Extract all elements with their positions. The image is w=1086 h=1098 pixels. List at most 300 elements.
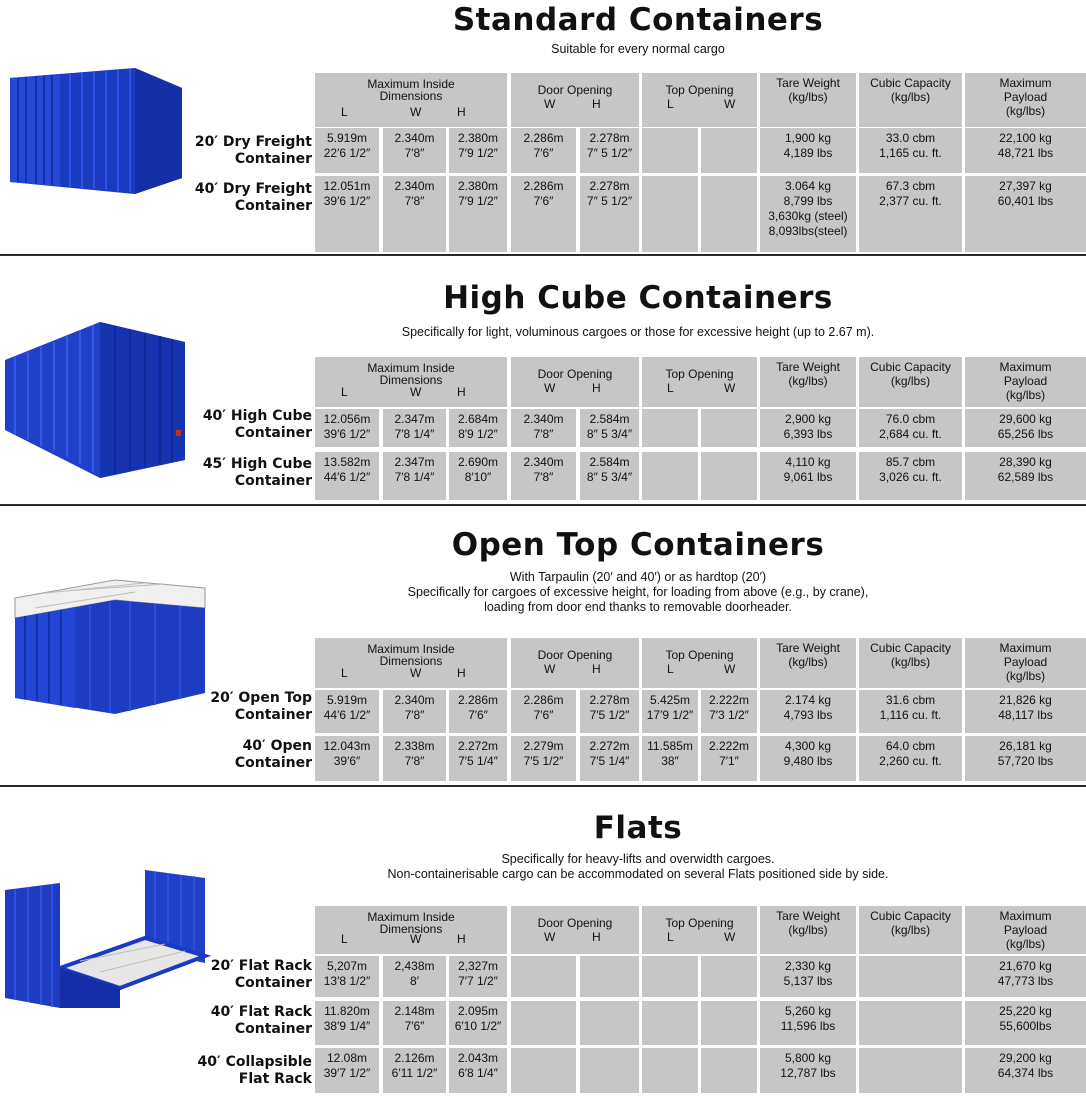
cell-value: 2.279m: [523, 739, 564, 753]
header-cell: [642, 73, 757, 127]
header-cell: [859, 73, 962, 127]
cell-value: 2.286m: [523, 693, 564, 707]
header-cubic-line: (kg/lbs): [890, 374, 931, 388]
table-cell: [315, 176, 379, 252]
cell-value: 8″ 5 3/4″: [586, 470, 633, 484]
table-cell: [580, 409, 639, 447]
table-cell: [859, 176, 962, 252]
header-door-letter: H: [592, 381, 601, 395]
cell-value: 60,401 lbs: [997, 194, 1054, 208]
cell-value: 2.584m: [589, 455, 630, 469]
header-door-letter: W: [544, 97, 556, 111]
table-cell: [580, 452, 639, 500]
header-cell: [315, 357, 507, 407]
table-cell: [760, 176, 856, 252]
table-cell: [511, 452, 576, 500]
cell-value: 11,596 lbs: [780, 1019, 836, 1033]
cell-value: 9,480 lbs: [783, 754, 833, 768]
table-cell: [580, 736, 639, 781]
cell-value: 1,165 cu. ft.: [879, 146, 942, 160]
cell-value: 2,327m: [457, 959, 499, 973]
table-cell: [449, 409, 507, 447]
cell-value: 25,220 kg: [999, 1004, 1052, 1018]
table-cell: [580, 128, 639, 173]
cell-value: 48,117 lbs: [998, 708, 1053, 722]
row-label-line: Container: [234, 1021, 312, 1037]
header-cell: [642, 638, 757, 688]
cell-value: 2.340m: [523, 455, 564, 469]
cell-value: 27,397 kg: [999, 179, 1052, 193]
cell-value: 6′8 1/4″: [458, 1066, 498, 1080]
table-cell: [859, 1001, 962, 1045]
header-cubic-line: (kg/lbs): [890, 90, 931, 104]
cell-value: 2.278m: [589, 693, 630, 707]
table-cell: [642, 956, 698, 997]
section-divider: [0, 785, 1086, 787]
table-cell: [383, 690, 446, 733]
cell-value: 39′6″: [333, 754, 361, 768]
cell-value: 7″ 5 1/2″: [586, 194, 633, 208]
flat-rack-container-image: [0, 868, 215, 1018]
section-subtitle: Specifically for light, voluminous cargoes or those for excessive height (up to 2.67 m).: [401, 325, 875, 339]
row-label: [180, 738, 312, 772]
row-label-line: Container: [234, 755, 312, 771]
cell-value: 7′8″: [533, 470, 554, 484]
dry-freight-container-image: [0, 66, 190, 196]
header-dims-title: Maximum Inside: [367, 361, 455, 375]
cell-value: 39′6 1/2″: [323, 427, 371, 441]
header-top-letter: L: [667, 662, 674, 676]
row-label: [180, 181, 312, 215]
header-door-letter: W: [544, 662, 556, 676]
table-cell: [449, 128, 507, 173]
cell-value: 7′6″: [468, 708, 488, 722]
header-payload-line: Payload: [1003, 923, 1048, 937]
row-label-line: Container: [234, 151, 312, 167]
cell-value: 2.222m: [708, 693, 750, 707]
cell-value: 12.043m: [323, 739, 371, 753]
table-cell: [760, 452, 856, 500]
table-cell: [701, 736, 757, 781]
section-title: Flats: [593, 810, 683, 846]
cell-value: 33.0 cbm: [885, 131, 936, 145]
cell-value: 7′8″: [533, 427, 554, 441]
header-dims-title: Dimensions: [379, 922, 443, 936]
cell-value: 2.380m: [457, 131, 499, 145]
cell-value: 7′6″: [404, 1019, 425, 1033]
row-label: [180, 1004, 312, 1038]
table-cell: [580, 1001, 639, 1045]
cell-value: 21,670 kg: [999, 959, 1052, 973]
cell-value: 29,600 kg: [999, 412, 1052, 426]
header-cell: [760, 73, 856, 127]
cell-value: 55,600lbs: [999, 1019, 1052, 1033]
table-cell: [965, 128, 1086, 173]
table-cell: [449, 736, 507, 781]
header-tare-line: (kg/lbs): [788, 655, 828, 669]
header-tare-line: (kg/lbs): [788, 90, 828, 104]
header-dims-letter: H: [457, 666, 466, 680]
header-cubic-line: Cubic Capacity: [870, 76, 951, 90]
table-cell: [701, 176, 757, 252]
table-cell: [701, 409, 757, 447]
table-cell: [642, 128, 698, 173]
header-payload-line: Payload: [1003, 90, 1048, 104]
header-door-letter: H: [592, 930, 601, 944]
row-label: [180, 958, 312, 992]
table-cell: [383, 409, 446, 447]
table-cell: [383, 176, 446, 252]
section-subtitle: Non-containerisable cargo can be accommodated on several Flats positioned side by side.: [387, 867, 889, 881]
cell-value: 2.286m: [523, 179, 564, 193]
header-cell: [315, 638, 507, 688]
cell-value: 2.380m: [457, 179, 499, 193]
header-door-letter: H: [592, 97, 601, 111]
cell-value: 3,026 cu. ft.: [879, 470, 942, 484]
table-cell: [965, 176, 1086, 252]
table-cell: [965, 956, 1086, 997]
table-cell: [449, 690, 507, 733]
table-cell: [701, 690, 757, 733]
cell-value: 2.174 kg: [784, 693, 832, 707]
cell-value: 44′6 1/2″: [323, 708, 371, 722]
table-cell: [315, 1048, 379, 1093]
cell-value: 62,589 lbs: [997, 470, 1054, 484]
header-payload-line: Payload: [1003, 655, 1048, 669]
cell-value: 47,773 lbs: [997, 974, 1054, 988]
header-cell: [965, 357, 1086, 407]
cell-value: 7′8″: [404, 146, 425, 160]
table-cell: [760, 128, 856, 173]
cell-value: 2,377 cu. ft.: [879, 194, 942, 208]
header-cell: [859, 906, 962, 954]
header-top-title: Top Opening: [665, 916, 734, 930]
cell-value: 5,800 kg: [784, 1051, 832, 1065]
cell-value: 7′5 1/4″: [458, 754, 498, 768]
header-dims-letter: H: [457, 385, 466, 399]
cell-value: 5.919m: [326, 131, 368, 145]
table-cell: [511, 690, 576, 733]
cell-value: 8′9 1/2″: [458, 427, 498, 441]
header-tare-line: Tare Weight: [776, 909, 840, 923]
table-cell: [511, 1048, 576, 1093]
header-tare-line: (kg/lbs): [788, 374, 828, 388]
cell-value: 7′9 1/2″: [458, 194, 498, 208]
cell-value: 85.7 cbm: [885, 455, 936, 469]
table-cell: [511, 1001, 576, 1045]
header-cell: [511, 357, 639, 407]
cell-value: 7′6″: [533, 708, 554, 722]
table-cell: [383, 736, 446, 781]
cell-value: 1,116 cu. ft.: [879, 708, 942, 722]
cell-value: 7′8″: [404, 194, 425, 208]
table-cell: [449, 1048, 507, 1093]
cell-value: 2.148m: [394, 1004, 435, 1018]
section-subtitle: Specifically for cargoes of excessive height, for loading from above (e.g., by crane),: [407, 585, 869, 599]
table-cell: [965, 1048, 1086, 1093]
header-top-letter: L: [667, 97, 674, 111]
cell-value: 2.347m: [394, 455, 435, 469]
table-cell: [383, 1048, 446, 1093]
table-cell: [701, 128, 757, 173]
cell-value: 38″: [661, 754, 679, 768]
cell-value: 4,300 kg: [784, 739, 832, 753]
table-cell: [642, 409, 698, 447]
cell-value: 8,093lbs(steel): [768, 224, 848, 238]
section-subtitle: Specifically for heavy-lifts and overwidth cargoes.: [501, 852, 775, 866]
table-cell: [701, 1001, 757, 1045]
cell-value: 6′11 1/2″: [391, 1066, 438, 1080]
table-cell: [383, 128, 446, 173]
cell-value: 39′7 1/2″: [323, 1066, 371, 1080]
cell-value: 2.043m: [457, 1051, 499, 1065]
table-cell: [642, 690, 698, 733]
row-label-line: 20′ Flat Rack: [210, 958, 312, 974]
section-subtitle: Suitable for every normal cargo: [551, 42, 725, 56]
cell-value: 2.347m: [394, 412, 435, 426]
cell-value: 11.585m: [647, 739, 693, 753]
header-dims-letter: H: [457, 932, 466, 946]
cell-value: 7′8″: [404, 754, 425, 768]
cell-value: 57,720 lbs: [997, 754, 1054, 768]
table-cell: [580, 956, 639, 997]
header-dims-title: Maximum Inside: [367, 642, 455, 656]
cell-value: 2.095m: [457, 1004, 499, 1018]
cell-value: 4,189 lbs: [783, 146, 833, 160]
header-dims-title: Maximum Inside: [367, 77, 455, 91]
table-cell: [760, 1001, 856, 1045]
cell-value: 2.222m: [708, 739, 750, 753]
table-cell: [859, 690, 962, 733]
table-cell: [511, 176, 576, 252]
row-label-line: Container: [234, 975, 312, 991]
header-dims-title: Maximum Inside: [367, 910, 455, 924]
cell-value: 2.126m: [394, 1051, 435, 1065]
cell-value: 7′7 1/2″: [458, 974, 498, 988]
cell-value: 13.582m: [323, 455, 371, 469]
header-door-title: Door Opening: [537, 83, 613, 97]
cell-value: 4,793 lbs: [783, 708, 833, 722]
cell-value: 3,630kg (steel): [768, 209, 848, 223]
header-dims-letter: W: [410, 666, 422, 680]
cell-value: 5,137 lbs: [783, 974, 833, 988]
header-cell: [315, 73, 507, 127]
section-title: Standard Containers: [452, 2, 824, 38]
row-label-line: 20′ Open Top: [210, 690, 312, 706]
cell-value: 12.08m: [326, 1051, 368, 1065]
cell-value: 7′8 1/4″: [394, 427, 435, 441]
table-cell: [965, 452, 1086, 500]
header-cell: [859, 357, 962, 407]
cell-value: 12.056m: [323, 412, 371, 426]
header-dims-letter: W: [410, 105, 422, 119]
cell-value: 26,181 kg: [999, 739, 1052, 753]
cell-value: 7′3 1/2″: [709, 708, 749, 722]
header-dims-letter: W: [410, 932, 422, 946]
cell-value: 7′8 1/4″: [394, 470, 435, 484]
table-cell: [859, 128, 962, 173]
header-cubic-line: (kg/lbs): [890, 923, 931, 937]
header-payload-line: Maximum: [999, 360, 1052, 374]
table-cell: [315, 452, 379, 500]
cell-value: 2.286m: [457, 693, 499, 707]
cell-value: 2.272m: [589, 739, 630, 753]
header-cell: [315, 906, 507, 954]
header-payload-line: (kg/lbs): [1005, 937, 1046, 951]
header-cell: [760, 638, 856, 688]
header-tare-line: (kg/lbs): [788, 923, 828, 937]
table-cell: [859, 956, 962, 997]
cell-value: 7′6″: [533, 146, 554, 160]
row-label-line: Container: [234, 473, 312, 489]
cell-value: 7′9 1/2″: [458, 146, 498, 160]
header-door-title: Door Opening: [537, 648, 613, 662]
header-payload-line: (kg/lbs): [1005, 669, 1046, 683]
table-cell: [315, 1001, 379, 1045]
cell-value: 64.0 cbm: [885, 739, 936, 753]
table-cell: [511, 128, 576, 173]
header-top-title: Top Opening: [665, 648, 734, 662]
header-door-title: Door Opening: [537, 367, 613, 381]
cell-value: 2,438m: [394, 959, 435, 973]
header-tare-line: Tare Weight: [776, 76, 840, 90]
cell-value: 4,110 kg: [785, 455, 831, 469]
header-dims-letter: L: [341, 385, 348, 399]
table-cell: [859, 409, 962, 447]
table-cell: [580, 176, 639, 252]
cell-value: 64,374 lbs: [997, 1066, 1054, 1080]
header-top-letter: W: [724, 381, 736, 395]
cell-value: 7′6″: [533, 194, 554, 208]
header-dims-title: Dimensions: [379, 654, 443, 668]
cell-value: 21,826 kg: [999, 693, 1052, 707]
header-top-letter: W: [724, 662, 736, 676]
header-top-letter: L: [667, 930, 674, 944]
table-cell: [315, 409, 379, 447]
section-divider: [0, 254, 1086, 256]
header-door-letter: H: [592, 662, 601, 676]
cell-value: 6,393 lbs: [783, 427, 833, 441]
header-cell: [511, 73, 639, 127]
table-cell: [642, 1048, 698, 1093]
cell-value: 5,207m: [326, 959, 368, 973]
table-cell: [760, 956, 856, 997]
header-top-title: Top Opening: [665, 367, 734, 381]
section-title: Open Top Containers: [451, 527, 825, 563]
cell-value: 38′9 1/4″: [323, 1019, 371, 1033]
cell-value: 5.919m: [326, 693, 368, 707]
header-top-title: Top Opening: [665, 83, 734, 97]
cell-value: 44′6 1/2″: [323, 470, 371, 484]
table-cell: [965, 409, 1086, 447]
cell-value: 2.272m: [457, 739, 499, 753]
header-top-letter: L: [667, 381, 674, 395]
cell-value: 22,100 kg: [999, 131, 1052, 145]
cell-value: 76.0 cbm: [885, 412, 936, 426]
cell-value: 2.340m: [394, 131, 435, 145]
cell-value: 12.051m: [323, 179, 371, 193]
cell-value: 2.584m: [589, 412, 630, 426]
cell-value: 2.278m: [589, 179, 630, 193]
cell-value: 8,799 lbs: [783, 194, 833, 208]
table-cell: [760, 736, 856, 781]
cell-value: 8′: [410, 974, 419, 988]
cell-value: 2.340m: [394, 179, 435, 193]
table-cell: [701, 452, 757, 500]
table-cell: [701, 956, 757, 997]
header-dims-letter: H: [457, 105, 466, 119]
cell-value: 5.425m: [649, 693, 691, 707]
table-cell: [859, 736, 962, 781]
table-cell: [701, 1048, 757, 1093]
table-cell: [580, 690, 639, 733]
header-payload-line: (kg/lbs): [1005, 388, 1046, 402]
cell-value: 17′9 1/2″: [646, 708, 694, 722]
table-cell: [511, 409, 576, 447]
table-cell: [760, 409, 856, 447]
cell-value: 39′6 1/2″: [323, 194, 371, 208]
header-cell: [965, 638, 1086, 688]
cell-value: 48,721 lbs: [997, 146, 1054, 160]
header-dims-letter: L: [341, 105, 348, 119]
cell-value: 31.6 cbm: [885, 693, 936, 707]
cell-value: 12,787 lbs: [780, 1066, 836, 1080]
high-cube-container-image: [0, 320, 190, 480]
cell-value: 2,330 kg: [784, 959, 832, 973]
header-cell: [965, 73, 1086, 127]
header-dims-title: Dimensions: [379, 89, 443, 103]
row-label-line: Container: [234, 707, 312, 723]
cell-value: 1,900 kg: [784, 131, 832, 145]
cell-value: 7′8″: [404, 708, 425, 722]
header-cubic-line: (kg/lbs): [890, 655, 931, 669]
cell-value: 2.286m: [523, 131, 564, 145]
header-payload-line: Payload: [1003, 374, 1048, 388]
header-door-letter: W: [544, 381, 556, 395]
section-subtitle: loading from door end thanks to removable doorheader.: [484, 600, 792, 614]
table-cell: [859, 1048, 962, 1093]
cell-value: 2.340m: [394, 693, 435, 707]
table-cell: [511, 956, 576, 997]
header-cell: [511, 638, 639, 688]
header-dims-letter: W: [410, 385, 422, 399]
table-cell: [383, 452, 446, 500]
cell-value: 7′1″: [719, 754, 739, 768]
table-cell: [449, 956, 507, 997]
section-title: High Cube Containers: [443, 280, 833, 316]
cell-value: 2.278m: [589, 131, 630, 145]
table-cell: [965, 690, 1086, 733]
row-label-line: 45′ High Cube: [202, 456, 312, 472]
table-cell: [449, 176, 507, 252]
row-label: [180, 134, 312, 168]
header-tare-line: Tare Weight: [776, 641, 840, 655]
table-cell: [965, 736, 1086, 781]
table-cell: [859, 452, 962, 500]
row-label-line: 40′ Collapsible: [197, 1054, 312, 1070]
row-label-line: Container: [234, 425, 312, 441]
table-cell: [315, 128, 379, 173]
cell-value: 7′5 1/2″: [589, 708, 630, 722]
cell-value: 5,260 kg: [784, 1004, 832, 1018]
table-cell: [760, 1048, 856, 1093]
cell-value: 2.340m: [523, 412, 564, 426]
row-label: [180, 1054, 312, 1088]
cell-value: 9,061 lbs: [783, 470, 833, 484]
header-payload-line: Maximum: [999, 909, 1052, 923]
cell-value: 3.064 kg: [784, 179, 832, 193]
table-cell: [511, 736, 576, 781]
